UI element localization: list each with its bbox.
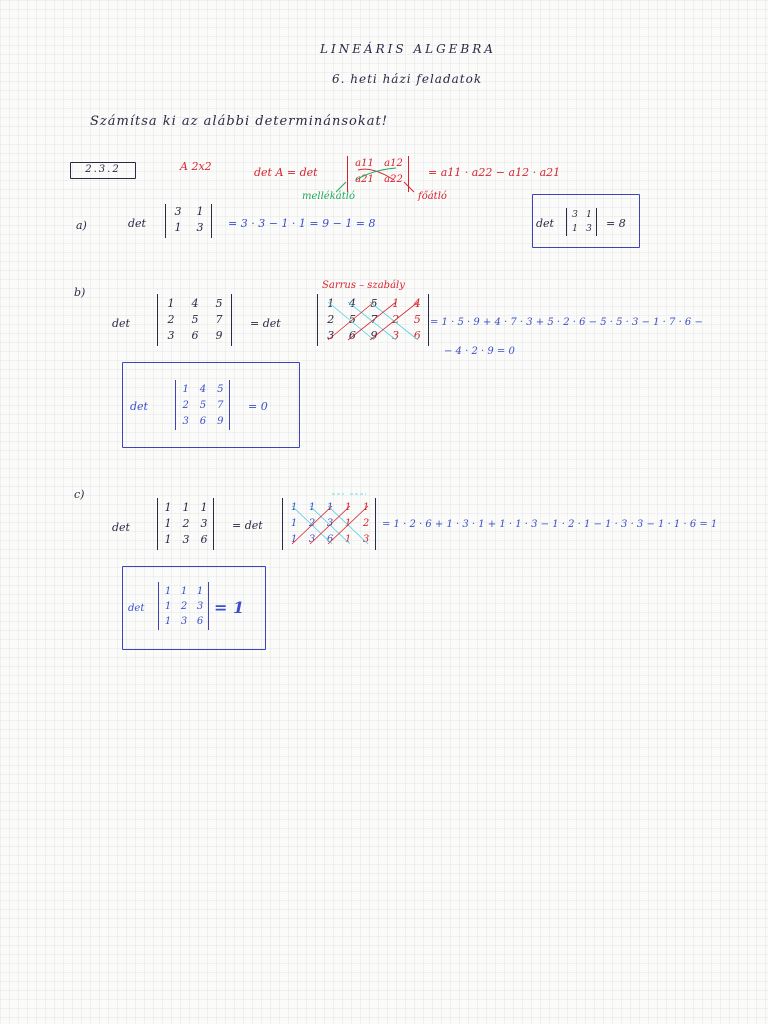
matrix-cell: 2 <box>308 518 316 529</box>
part-c-result-value: = 1 <box>214 598 245 617</box>
matrix-cell: a22 <box>384 174 403 185</box>
matrix-cell: 2 <box>182 517 190 530</box>
matrix-cell: 1 <box>326 502 334 513</box>
part-c-det: det <box>112 521 130 534</box>
matrix-cell: 3 <box>167 329 175 342</box>
matrix-cell: 6 <box>191 329 199 342</box>
part-b-det: det <box>112 317 130 330</box>
matrix-cell: 6 <box>200 533 208 546</box>
matrix-cell: 1 <box>196 205 204 218</box>
matrix-cell: 3 <box>174 205 182 218</box>
part-b-calc-line1: = 1 · 5 · 9 + 4 · 7 · 3 + 5 · 2 · 6 − 5 · 5 · 3 − 1 · 7 · 6 − <box>430 317 703 328</box>
matrix-cell: 5 <box>370 297 378 310</box>
matrix-cell: 1 <box>174 221 182 234</box>
matrix-cell: 9 <box>217 416 224 427</box>
matrix-cell: 5 <box>215 297 223 310</box>
matrix-cell: 1 <box>164 517 172 530</box>
matrix-cell: 3 <box>392 329 400 342</box>
matrix-cell: 1 <box>344 518 352 529</box>
matrix-cell: 9 <box>370 329 378 342</box>
matrix-cell: 6 <box>413 329 421 342</box>
matrix-cell: 1 <box>586 210 592 220</box>
page-subtitle: 6. heti házi feladatok <box>332 72 483 86</box>
matrix-cell: 7 <box>370 313 378 326</box>
matrix-cell: 1 <box>164 616 172 627</box>
matrix-cell: 1 <box>572 224 578 234</box>
matrix-cell: 5 <box>199 400 207 411</box>
matrix-cell: 1 <box>290 534 298 545</box>
matrix-cell: 4 <box>413 297 421 310</box>
secondary-diagonal-pointer <box>336 182 346 192</box>
matrix-cell: 7 <box>217 400 224 411</box>
matrix-cell: 1 <box>182 384 189 395</box>
matrix-cell: 1 <box>290 518 298 529</box>
main-diagonal-pointer <box>404 182 414 192</box>
part-a-label: a) <box>76 219 87 232</box>
matrix-cell: 1 <box>392 297 400 310</box>
matrix-cell: 4 <box>199 384 207 395</box>
part-a-result-value: = 8 <box>606 217 626 230</box>
matrix-cell: 3 <box>327 329 335 342</box>
matrix-cell: 1 <box>164 501 172 514</box>
matrix-cell: 1 <box>164 601 172 612</box>
matrix-cell: 9 <box>215 329 223 342</box>
matrix-cell: 5 <box>413 313 421 326</box>
matrix-cell: 1 <box>164 586 172 597</box>
sarrus-c-anti-diagonals <box>292 506 368 544</box>
matrix-cell: 3 <box>196 601 204 612</box>
sarrus-b-anti-diagonals <box>328 302 418 340</box>
matrix-cell: 1 <box>167 297 175 310</box>
part-c-label: c) <box>74 488 85 501</box>
matrix-cell: a21 <box>355 174 374 185</box>
matrix-cell: 6 <box>199 416 207 427</box>
matrix-size-label: A 2x2 <box>180 160 212 173</box>
matrix-cell: 3 <box>196 221 204 234</box>
matrix-cell: 1 <box>327 297 335 310</box>
matrix-cell: 2 <box>362 518 370 529</box>
part-c-calc: = 1 · 2 · 6 + 1 · 3 · 1 + 1 · 1 · 3 − 1 · 2 · 1 − 1 · 3 · 3 − 1 · 1 · 6 = 1 <box>382 519 718 530</box>
part-b-calc-line2: − 4 · 2 · 9 = 0 <box>444 346 515 357</box>
intro-formula: = a11 · a22 − a12 · a21 <box>428 166 561 179</box>
matrix-cell: 2 <box>182 400 189 411</box>
secondary-diagonal-label: mellékátló <box>302 191 355 202</box>
instruction: Számítsa ki az alábbi determinánsokat! <box>90 114 388 129</box>
secondary-diagonal-mark <box>356 168 396 180</box>
matrix-cell: 2 <box>392 313 400 326</box>
matrix-cell: 1 <box>362 502 370 513</box>
main-diagonal-label: főátló <box>418 191 447 202</box>
main-diagonal-mark <box>358 169 394 180</box>
part-a-result-det: det <box>536 217 554 230</box>
matrix-cell: 5 <box>191 313 199 326</box>
matrix-cell: 7 <box>215 313 223 326</box>
matrix-cell: 5 <box>348 313 356 326</box>
matrix-cell: 1 <box>180 586 188 597</box>
exercise-tag: 2.3.2 <box>70 162 136 179</box>
part-c-result-det: det <box>128 603 145 614</box>
matrix-cell: 1 <box>308 502 316 513</box>
matrix-cell: a11 <box>355 158 374 169</box>
sarrus-b-main-diagonals <box>328 302 418 340</box>
matrix-cell: 2 <box>180 601 188 612</box>
matrix-cell: 1 <box>344 502 352 513</box>
part-a-det: det <box>128 217 146 230</box>
matrix-cell: 1 <box>182 501 190 514</box>
matrix-cell: 4 <box>348 297 356 310</box>
part-b-result-det: det <box>130 400 148 413</box>
matrix-cell: 3 <box>308 534 316 545</box>
part-b-eq-det: = det <box>250 317 281 330</box>
part-b-label: b) <box>74 286 86 299</box>
matrix-cell: 6 <box>196 616 204 627</box>
matrix-cell: 1 <box>344 534 352 545</box>
matrix-cell: 2 <box>167 313 175 326</box>
matrix-cell: 1 <box>164 533 172 546</box>
matrix-cell: 1 <box>290 502 298 513</box>
matrix-cell: 6 <box>348 329 356 342</box>
part-a-calc: = 3 · 3 − 1 · 1 = 9 − 1 = 8 <box>228 217 376 230</box>
matrix-cell: 3 <box>200 517 208 530</box>
sarrus-rule-label: Sarrus – szabály <box>322 280 405 291</box>
matrix-cell: 1 <box>200 501 208 514</box>
matrix-cell: 3 <box>180 616 188 627</box>
page-title: LINEÁRIS ALGEBRA <box>320 42 496 56</box>
matrix-cell: 4 <box>191 297 199 310</box>
det-a-label: det A = det <box>254 166 318 179</box>
matrix-cell: 5 <box>217 384 224 395</box>
matrix-cell: 3 <box>182 416 189 427</box>
part-b-result-value: = 0 <box>248 400 268 413</box>
matrix-cell: 3 <box>182 533 190 546</box>
matrix-cell: 3 <box>326 518 334 529</box>
matrix-cell: a12 <box>384 158 403 169</box>
matrix-cell: 6 <box>326 534 334 545</box>
matrix-cell: 1 <box>196 586 204 597</box>
part-c-eq-det: = det <box>232 519 263 532</box>
matrix-cell: 3 <box>586 224 592 234</box>
matrix-cell: 3 <box>572 210 578 220</box>
matrix-cell: 2 <box>327 313 335 326</box>
matrix-cell: 3 <box>362 534 370 545</box>
